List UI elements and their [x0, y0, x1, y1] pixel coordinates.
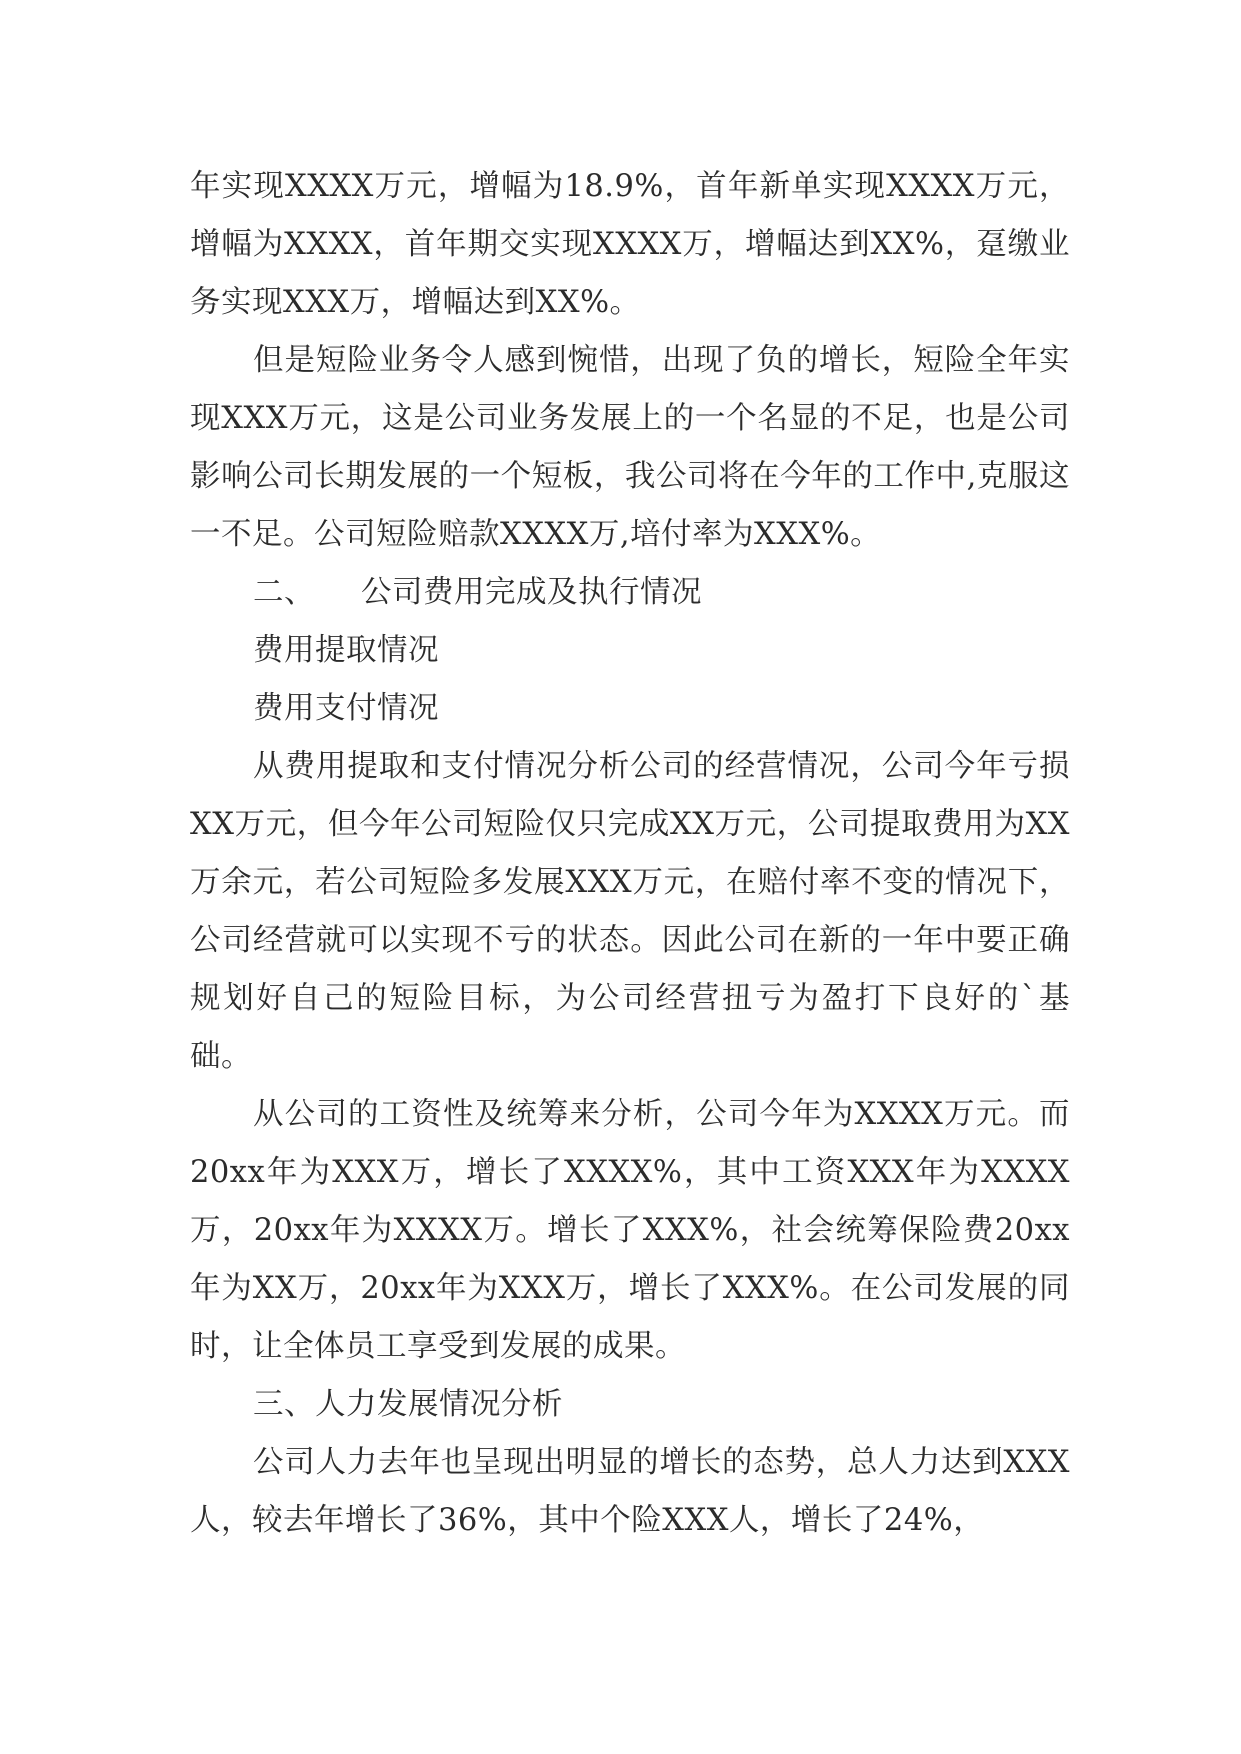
section-heading-expenses [190, 564, 1070, 622]
section-title: 公司费用完成及执行情况 [361, 575, 702, 610]
paragraph-short-term-insurance: 但是短险业务令人感到惋惜，出现了负的增长，短险全年实现XXX万元，这是公司业务发展上的一个名显的不足，也是公司影响公司长期发展的一个短板，我公司将在今年的工作中,克服这一不足。公司短险赔款XXXX万,培付率为XXX%。 [190, 343, 1070, 552]
section-number: 二、 [253, 575, 315, 610]
section-heading-manpower: 三、人力发展情况分析 [253, 1387, 563, 1422]
document-body [190, 158, 1070, 1550]
paragraph-expense-analysis: 从费用提取和支付情况分析公司的经营情况，公司今年亏损XX万元，但今年公司短险仅只完成XX万元，公司提取费用为XX万余元，若公司短险多发展XXX万元，在赔付率不变的情况下，公司经营就可以实现不亏的状态。因此公司在新的一年中要正确规划好自己的短险目标，为公司经营扭亏为盈打下良好的`基础。 [190, 749, 1070, 1074]
paragraph-manpower-growth: 公司人力去年也呈现出明显的增长的态势，总人力达到XXX人，较去年增长了36%，其中个险XXX人，增长了24%， [190, 1445, 1070, 1538]
paragraph-salary-analysis: 从公司的工资性及统筹来分析，公司今年为XXXX万元。而20xx年为XXX万，增长了XXXX%，其中工资XXX年为XXXX万，20xx年为XXXX万。增长了XXX%，社会统筹保险费20xx年为XX万，20xx年为XXX万，增长了XXX%。在公司发展的同时，让全体员工享受到发展的成果。 [190, 1097, 1070, 1364]
subheading-expense-payment: 费用支付情况 [253, 691, 439, 726]
paragraph-premium-growth: 年实现XXXX万元，增幅为18.9%，首年新单实现XXXX万元，增幅为XXXX，首年期交实现XXXX万，增幅达到XX%，趸缴业务实现XXX万，增幅达到XX%。 [190, 169, 1070, 320]
subheading-expense-withdrawal: 费用提取情况 [253, 633, 439, 668]
